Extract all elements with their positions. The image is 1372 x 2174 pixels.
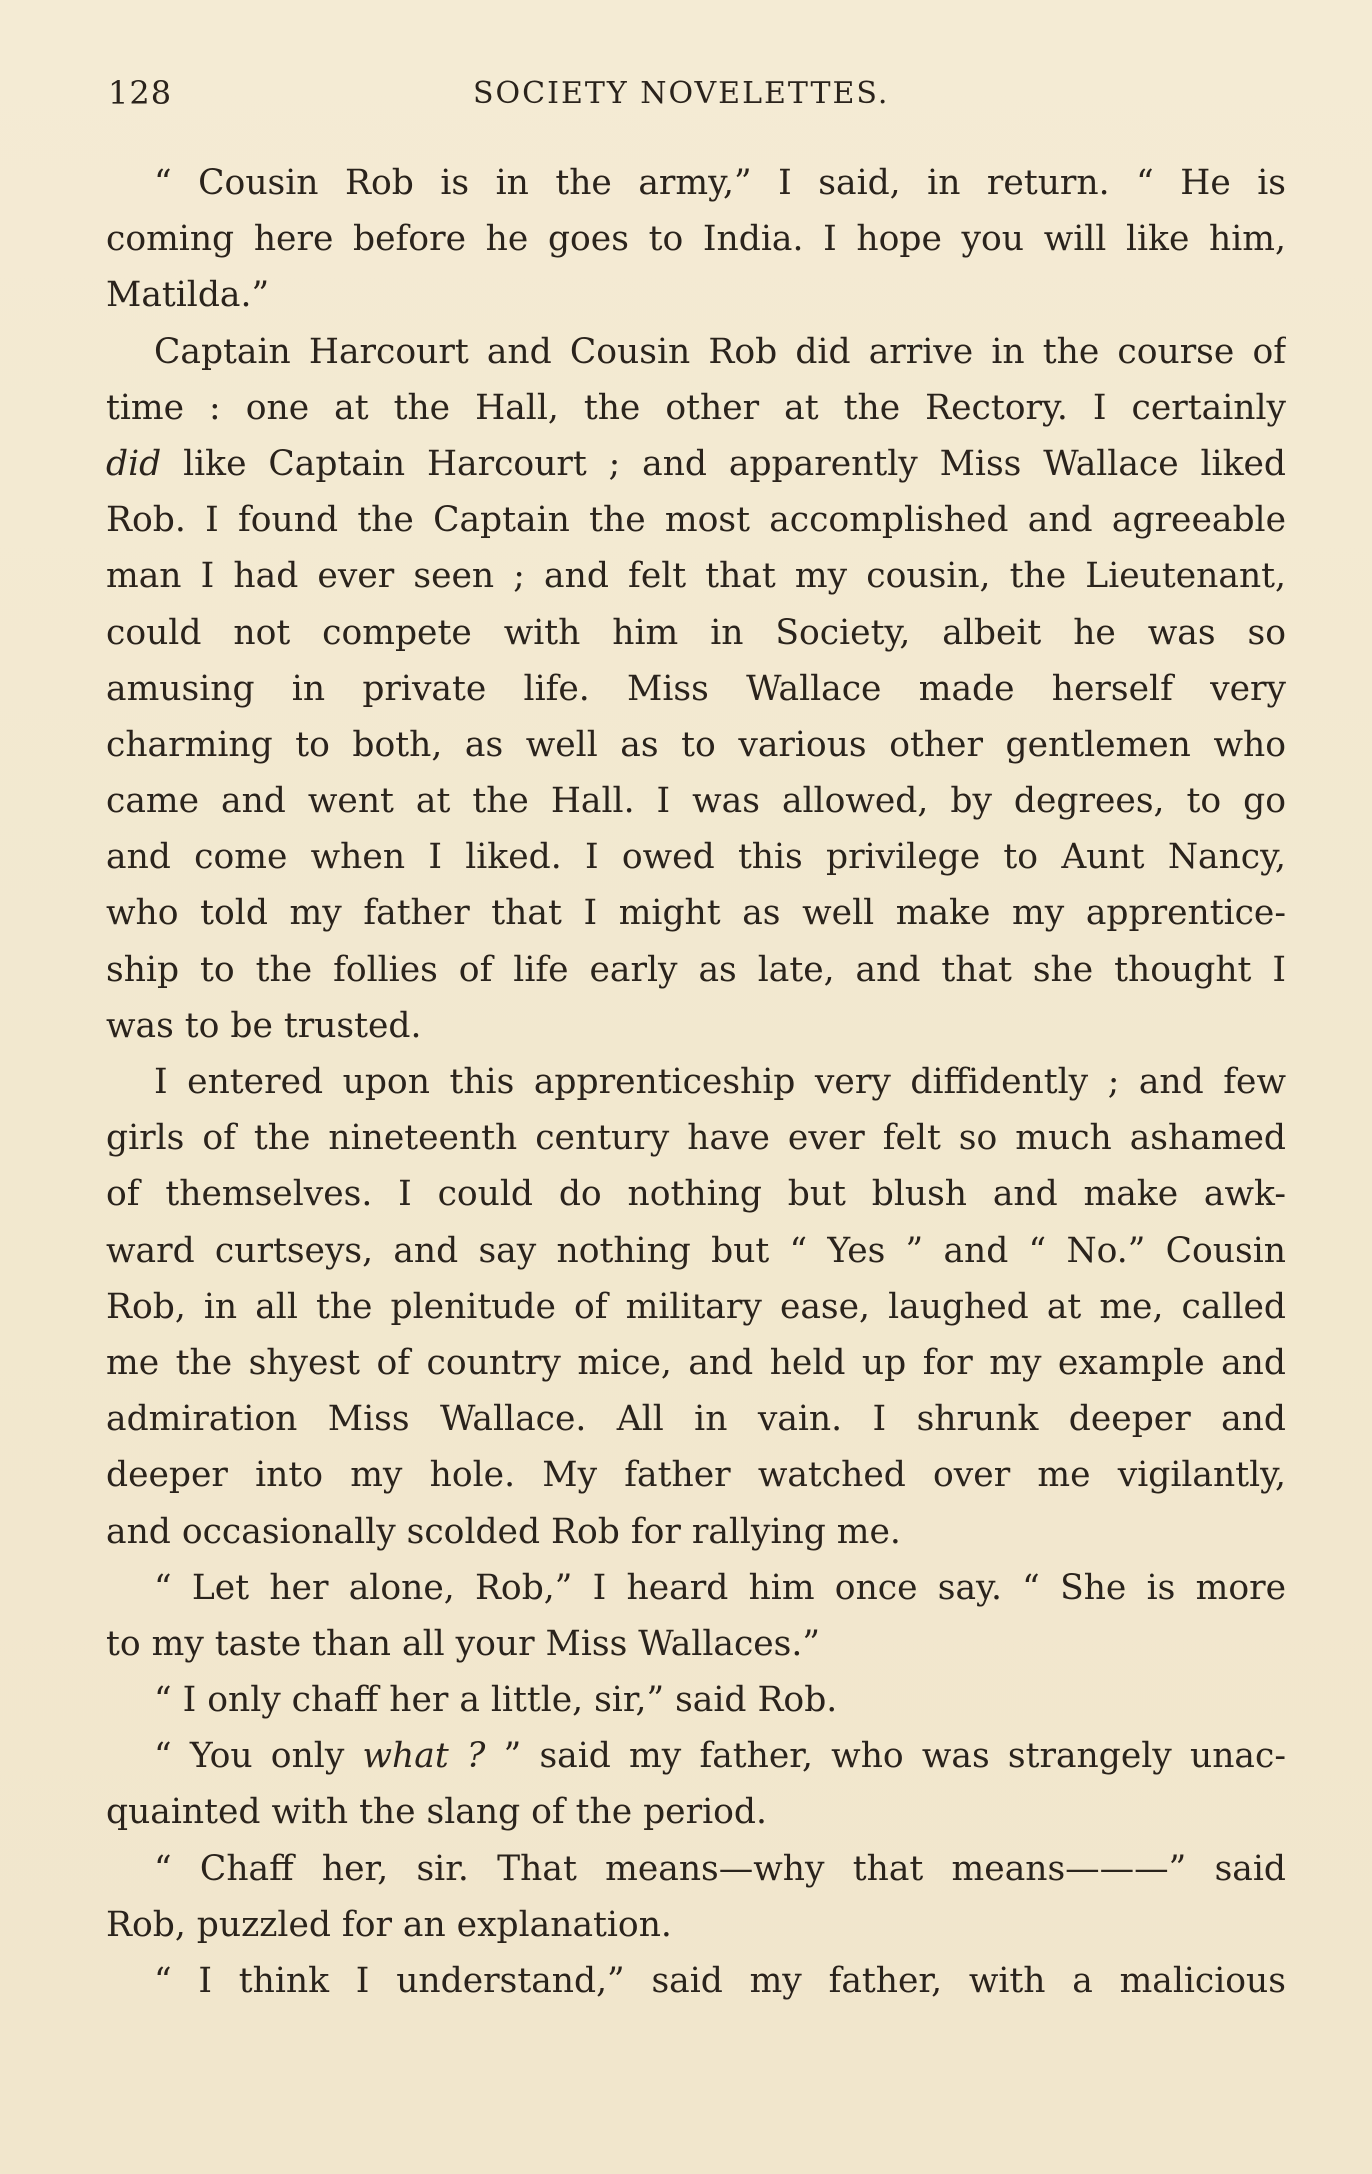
text-line: coming here before he goes to India. I hope you will like him,: [106, 219, 1286, 260]
text-line: ship to the follies of life early as late, and that she thought I: [106, 949, 1286, 990]
text-fragment: like Captain Harcourt ; and apparently Miss Wallace liked: [161, 443, 1286, 484]
running-title: SOCIETY NOVELETTES.: [473, 76, 890, 111]
page-number: 128: [108, 74, 173, 112]
text-line: quainted with the slang of the period.: [106, 1792, 767, 1833]
text-line: Matilda.”: [106, 275, 270, 316]
text-line: to my taste than all your Miss Wallaces.”: [106, 1623, 820, 1664]
italic-emphasis: did: [106, 443, 162, 484]
text-line: came and went at the Hall. I was allowed, by degrees, to go: [106, 781, 1286, 822]
text-line: and come when I liked. I owed this privilege to Aunt Nancy,: [106, 837, 1286, 878]
text-line: I entered upon this apprenticeship very diffidently ; and few: [154, 1062, 1286, 1102]
text-line: time : one at the Hall, the other at the Rectory. I certainly: [106, 387, 1286, 428]
text-line: “ Cousin Rob is in the army,” I said, in return. “ He is: [154, 163, 1286, 203]
text-line: was to be trusted.: [106, 1005, 422, 1046]
text-line: admiration Miss Wallace. All in vain. I shrunk deeper and: [106, 1399, 1286, 1440]
text-line: [106, 1728, 1286, 1784]
text-line: Rob, in all the plenitude of military ease, laughed at me, called: [106, 1286, 1286, 1327]
italic-emphasis: what ?: [362, 1736, 486, 1777]
text-line: girls of the nineteenth century have ever felt so much ashamed: [106, 1118, 1286, 1159]
text-line: could not compete with him in Society, albeit he was so: [106, 612, 1286, 653]
page-header: [108, 74, 1288, 134]
text-line: man I had ever seen ; and felt that my cousin, the Lieutenant,: [106, 556, 1286, 597]
text-line: “ I only chaff her a little, sir,” said Rob.: [154, 1680, 838, 1721]
text-line: deeper into my hole. My father watched over me vigilantly,: [106, 1455, 1286, 1496]
body-text: [106, 155, 1286, 2009]
text-line: Captain Harcourt and Cousin Rob did arrive in the course of: [154, 331, 1286, 372]
text-line: me the shyest of country mice, and held up for my example and: [106, 1342, 1286, 1383]
text-line: “ I think I understand,” said my father, with a malicious: [154, 1961, 1286, 2001]
text-line: and occasionally scolded Rob for rallying me.: [106, 1511, 901, 1552]
text-fragment: ” said my father, who was strangely unac-: [485, 1736, 1286, 1777]
text-line: “ Let her alone, Rob,” I heard him once say. “ She is more: [154, 1567, 1286, 1608]
text-line: [106, 436, 1286, 492]
text-line: Rob. I found the Captain the most accomplished and agreeable: [106, 500, 1286, 541]
text-line: of themselves. I could do nothing but blush and make awk-: [106, 1174, 1286, 1215]
text-line: who told my father that I might as well make my apprentice-: [106, 893, 1286, 934]
text-line: “ Chaff her, sir. That means—why that means———” said: [154, 1848, 1286, 1889]
text-fragment: “ You only: [154, 1736, 363, 1777]
text-line: amusing in private life. Miss Wallace made herself very: [106, 668, 1286, 709]
text-line: Rob, puzzled for an explanation.: [106, 1904, 672, 1945]
text-line: charming to both, as well as to various other gentlemen who: [106, 724, 1286, 765]
text-line: ward curtseys, and say nothing but “ Yes ” and “ No.” Cousin: [106, 1230, 1286, 1271]
